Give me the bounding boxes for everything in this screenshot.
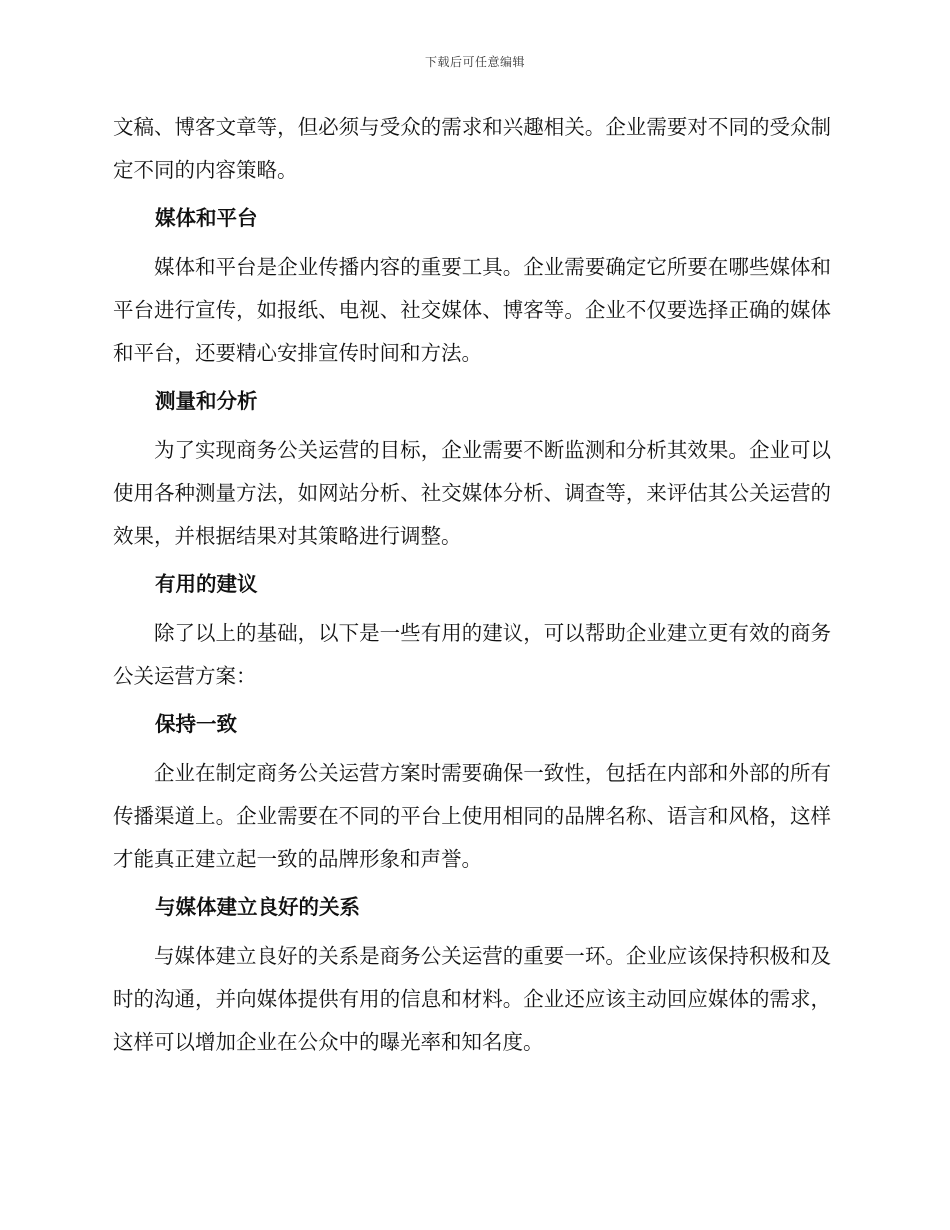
paragraph-media-relations: 与媒体建立良好的关系是商务公关运营的重要一环。企业应该保持积极和及时的沟通，并向媒体提供有用的信息和材料。企业还应该主动回应媒体的需求，这样可以增加企业在公众中的曝光率和知名度。 — [113, 944, 831, 1054]
page-header: 下载后可任意编辑 — [424, 55, 525, 69]
section-heading-media-relations: 与媒体建立良好的关系 — [155, 895, 360, 919]
section-heading-measurement: 测量和分析 — [155, 389, 258, 413]
document-body — [113, 106, 831, 1064]
paragraph-measurement: 为了实现商务公关运营的目标，企业需要不断监测和分析其效果。企业可以使用各种测量方法，如网站分析、社交媒体分析、调查等，来评估其公关运营的效果，并根据结果对其策略进行调整。 — [113, 438, 831, 548]
section-heading-consistency: 保持一致 — [155, 712, 237, 736]
paragraph-suggestions: 除了以上的基础，以下是一些有用的建议，可以帮助企业建立更有效的商务公关运营方案： — [113, 621, 831, 688]
section-heading-media-platform: 媒体和平台 — [155, 206, 258, 230]
paragraph-media-platform: 媒体和平台是企业传播内容的重要工具。企业需要确定它所要在哪些媒体和平台进行宣传，如报纸、电视、社交媒体、博客等。企业不仅要选择正确的媒体和平台，还要精心安排宣传时间和方法。 — [113, 255, 831, 365]
section-heading-suggestions: 有用的建议 — [155, 572, 258, 596]
paragraph-continued: 文稿、博客文章等，但必须与受众的需求和兴趣相关。企业需要对不同的受众制定不同的内容策略。 — [113, 115, 831, 182]
paragraph-consistency: 企业在制定商务公关运营方案时需要确保一致性，包括在内部和外部的所有传播渠道上。企业需要在不同的平台上使用相同的品牌名称、语言和风格，这样才能真正建立起一致的品牌形象和声誉。 — [113, 761, 831, 871]
